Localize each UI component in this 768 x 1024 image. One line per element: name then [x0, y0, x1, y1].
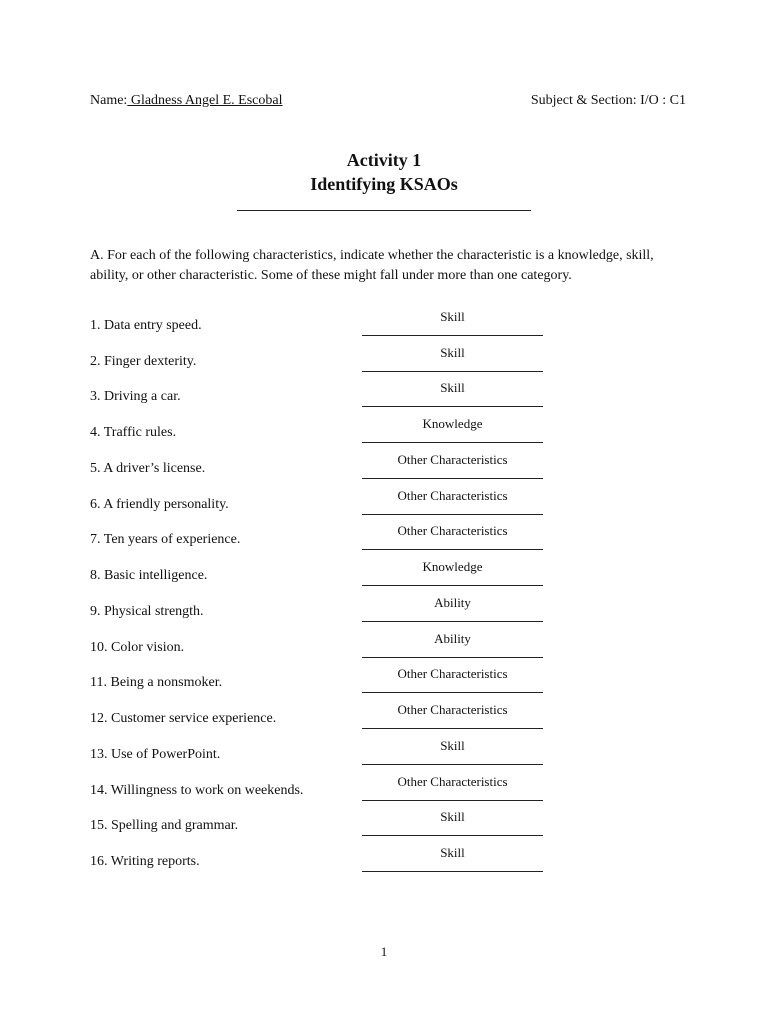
- answer-blank: [362, 662, 543, 693]
- answer-text: Skill: [440, 308, 465, 324]
- answer-text: Skill: [440, 737, 465, 753]
- list-item: [90, 622, 550, 658]
- list-item: [90, 658, 550, 694]
- title-block: [0, 148, 768, 196]
- answer-text: Skill: [440, 380, 465, 396]
- answer-blank: [362, 627, 543, 658]
- item-text: 16. Writing reports.: [90, 854, 200, 869]
- item-text: 11. Being a nonsmoker.: [90, 675, 223, 691]
- item-text: 2. Finger dexterity.: [90, 353, 197, 369]
- item-text: 9. Physical strength.: [90, 603, 204, 619]
- list-item: [90, 729, 550, 765]
- item-text: 7. Ten years of experience.: [90, 532, 241, 548]
- answer-text: Skill: [440, 344, 465, 360]
- item-text: 14. Willingness to work on weekends.: [90, 782, 304, 798]
- answer-text: Other Characteristics: [397, 487, 508, 503]
- list-item: [90, 372, 550, 408]
- item-text: 15. Spelling and grammar.: [90, 818, 239, 834]
- subject-section: Subject & Section: I/O : C1: [530, 93, 686, 108]
- item-list: [90, 300, 550, 872]
- answer-blank: [362, 484, 543, 515]
- answer-blank: [362, 770, 543, 801]
- name-field: [90, 92, 282, 110]
- answer-blank: [362, 555, 543, 586]
- item-text: 5. A driver’s license.: [90, 460, 206, 476]
- answer-blank: [362, 734, 543, 765]
- list-item: [90, 443, 550, 479]
- answer-text: Ability: [434, 630, 471, 646]
- item-text: 3. Driving a car.: [90, 389, 181, 405]
- item-text: 6. A friendly personality.: [90, 496, 229, 512]
- page-number: 1: [380, 944, 388, 959]
- list-item: [90, 336, 550, 372]
- answer-blank: [362, 805, 543, 836]
- answer-text: Ability: [434, 594, 471, 610]
- name-value: Gladness Angel E. Escobal: [127, 93, 283, 108]
- answer-blank: [362, 376, 543, 407]
- item-text: 10. Color vision.: [90, 639, 185, 655]
- answer-blank: [362, 591, 543, 622]
- answer-text: Knowledge: [422, 416, 483, 431]
- answer-blank: [362, 305, 543, 336]
- answer-text: Other Characteristics: [397, 702, 508, 717]
- list-item: [90, 801, 550, 837]
- item-text: 1. Data entry speed.: [90, 317, 202, 333]
- list-item: [90, 479, 550, 515]
- list-item: [90, 550, 550, 586]
- answer-text: Other Characteristics: [397, 773, 508, 789]
- activity-subtitle: Identifying KSAOs: [310, 174, 458, 194]
- answer-text: Other Characteristics: [397, 523, 508, 539]
- item-text: 8. Basic intelligence.: [90, 568, 208, 583]
- title-divider: [237, 210, 531, 211]
- answer-blank: [362, 519, 543, 550]
- item-text: 13. Use of PowerPoint.: [90, 746, 221, 762]
- answer-blank: [362, 412, 543, 443]
- answer-blank: [362, 341, 543, 372]
- list-item: [90, 836, 550, 872]
- answer-text: Skill: [440, 809, 465, 825]
- instructions: A. For each of the following characteristics, indicate whether the characteristic is a knowledge, skill, ability, or other characteristic. Some of these might fall under more than one category.: [90, 248, 654, 283]
- answer-text: Knowledge: [422, 559, 483, 574]
- list-item: [90, 586, 550, 622]
- answer-text: Other Characteristics: [397, 451, 508, 467]
- answer-text: Skill: [440, 845, 465, 860]
- item-text: 4. Traffic rules.: [90, 425, 177, 440]
- activity-title: Activity 1: [346, 150, 422, 170]
- name-label: Name:: [90, 93, 128, 108]
- answer-blank: [362, 841, 543, 872]
- answer-blank: [362, 448, 543, 479]
- answer-text: Other Characteristics: [397, 666, 508, 682]
- list-item: [90, 515, 550, 551]
- list-item: [90, 407, 550, 443]
- list-item: [90, 693, 550, 729]
- list-item: [90, 300, 550, 336]
- header-row: [90, 92, 686, 110]
- list-item: [90, 765, 550, 801]
- answer-blank: [362, 698, 543, 729]
- item-text: 12. Customer service experience.: [90, 711, 277, 726]
